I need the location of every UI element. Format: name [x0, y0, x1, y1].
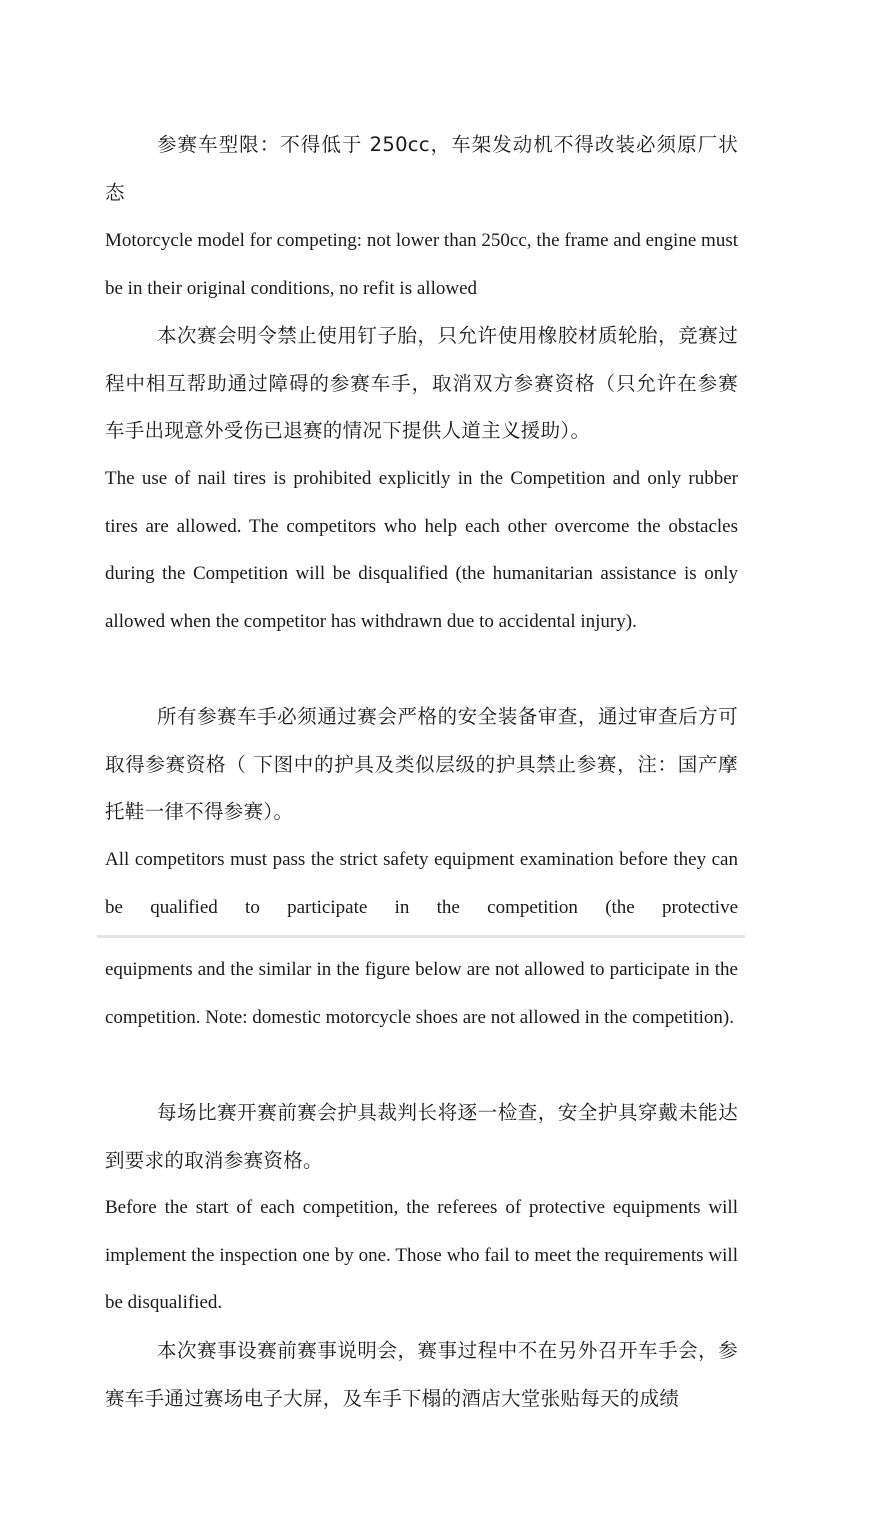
paragraph-en-inspection: Before the start of each competition, the referees of protective equipments will implement the inspection one by one. Those who fail to meet the requirements will be disqualified.	[105, 1197, 738, 1313]
paragraph-zh-tire-rules: 本次赛会明令禁止使用钉子胎，只允许使用橡胶材质轮胎，竞赛过程中相互帮助通过障碍的参赛车手，取消双方参赛资格（只允许在参赛车手出现意外受伤已退赛的情况下提供人道主义援助）。	[105, 324, 738, 442]
paragraph-zh-vehicle-model: 参赛车型限：不得低于 250cc，车架发动机不得改装必须原厂状态	[105, 133, 738, 204]
paragraph-en-safety-equipment-part2: equipments and the similar in the figure below are not allowed to participate in the competition. Note: domestic motorcycle shoes are not allowed in the competition).	[105, 959, 738, 1028]
paragraph-en-vehicle-model: Motorcycle model for competing: not lower than 250cc, the frame and engine must be in their original conditions, no refit is allowed	[105, 230, 738, 299]
paragraph-en-safety-equipment-part1: All competitors must pass the strict safety equipment examination before they can be qualified to participate in the competition (the protective	[105, 849, 738, 918]
page-break-divider	[97, 935, 745, 938]
paragraph-en-tire-rules: The use of nail tires is prohibited explicitly in the Competition and only rubber tires are allowed. The competitors who help each other overcome the obstacles during the Competition will be disqualified (the humanitarian assistance is only allowed when the competitor has withdrawn due to accidental injury).	[105, 468, 738, 632]
paragraph-zh-briefing: 本次赛事设赛前赛事说明会，赛事过程中不在另外召开车手会，参赛车手通过赛场电子大屏，及车手下榻的酒店大堂张贴每天的成绩	[105, 1339, 738, 1410]
paragraph-zh-inspection: 每场比赛开赛前赛会护具裁判长将逐一检查，安全护具穿戴未能达到要求的取消参赛资格。	[105, 1101, 738, 1172]
paragraph-zh-safety-equipment: 所有参赛车手必须通过赛会严格的安全装备审查，通过审查后方可取得参赛资格（ 下图中的护具及类似层级的护具禁止参赛，注：国产摩托鞋一律不得参赛）。	[105, 705, 738, 823]
